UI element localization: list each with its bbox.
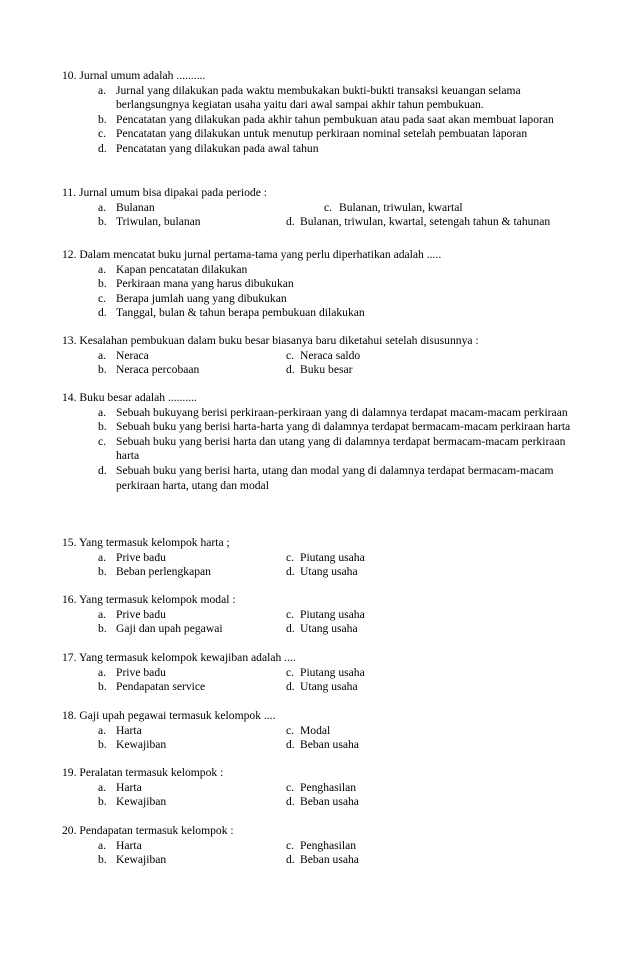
option-c: c. Pencatatan yang dilakukan untuk menutup perkiraan nominal setelah pembuatan laporan bbox=[98, 127, 528, 141]
question-stem: 20. Pendapatan termasuk kelompok : bbox=[62, 824, 234, 837]
option-row-2 bbox=[62, 622, 582, 637]
option-c: c. Berapa jumlah uang yang dibukukan bbox=[98, 291, 287, 305]
option-row-2 bbox=[62, 795, 582, 810]
option-c-letter: c. bbox=[286, 838, 295, 852]
question-stem: 17. Yang termasuk kelompok kewajiban adalah .... bbox=[62, 651, 296, 664]
option-row-2 bbox=[62, 565, 582, 580]
option-d-letter: d. bbox=[286, 853, 295, 867]
option-row-1 bbox=[62, 781, 582, 796]
question-stem: 15. Yang termasuk kelompok harta ; bbox=[62, 536, 230, 549]
question-10 bbox=[62, 69, 582, 157]
option-b: b. Perkiraan mana yang harus dibukukan bbox=[98, 277, 294, 291]
option-row-1 bbox=[62, 608, 582, 623]
question-19 bbox=[62, 766, 582, 810]
question-stem: 10. Jurnal umum adalah .......... bbox=[62, 69, 206, 82]
question-stem: 13. Kesalahan pembukuan dalam buku besar biasanya baru diketahui setelah disusunnya : bbox=[62, 334, 479, 347]
option-a-text: Harta bbox=[116, 780, 142, 794]
option-c-letter: c. bbox=[286, 607, 295, 621]
option-c-text: Penghasilan bbox=[300, 780, 357, 794]
option-c-letter: c. bbox=[286, 665, 295, 679]
option-row-2 bbox=[62, 738, 582, 753]
option-a-text: Bulanan bbox=[116, 200, 155, 214]
option-row-1 bbox=[62, 724, 582, 739]
option-d: d. Pencatatan yang dilakukan pada awal tahun bbox=[98, 141, 319, 155]
option-row-2 bbox=[62, 363, 582, 378]
option-a-letter: a. bbox=[98, 607, 107, 621]
option-b-text: Pendapatan service bbox=[116, 680, 206, 694]
option-a: a. Sebuah bukuyang berisi perkiraan-perkiraan yang di dalamnya terdapat macam-macam perkiraan bbox=[98, 405, 568, 419]
option-c-letter: c. bbox=[324, 200, 333, 214]
option-d-letter: d. bbox=[286, 680, 295, 694]
question-stem: 12. Dalam mencatat buku jurnal pertama-tama yang perlu diperhatikan adalah ..... bbox=[62, 248, 442, 261]
option-d-text: Utang usaha bbox=[300, 622, 358, 636]
option-d-text: Beban usaha bbox=[300, 795, 359, 809]
option-d-letter: d. bbox=[286, 622, 295, 636]
option-b-letter: b. bbox=[98, 795, 107, 809]
option-row-1 bbox=[62, 551, 582, 566]
question-stem: 14. Buku besar adalah .......... bbox=[62, 391, 197, 404]
option-a-text: Neraca bbox=[116, 348, 149, 362]
option-d-letter: d. bbox=[286, 215, 295, 229]
option-b-text: Kewajiban bbox=[116, 795, 167, 809]
question-stem: 18. Gaji upah pegawai termasuk kelompok .... bbox=[62, 709, 276, 722]
option-a-text: Prive badu bbox=[116, 550, 166, 564]
question-15 bbox=[62, 536, 582, 580]
option-c-text: Piutang usaha bbox=[300, 665, 365, 679]
option-b-letter: b. bbox=[98, 680, 107, 694]
option-b-text: Kewajiban bbox=[116, 853, 167, 867]
option-d-text: Beban usaha bbox=[300, 738, 359, 752]
option-b-text: Beban perlengkapan bbox=[116, 565, 211, 579]
question-stem: 16. Yang termasuk kelompok modal : bbox=[62, 593, 236, 606]
option-c-letter: c. bbox=[286, 780, 295, 794]
option-a-letter: a. bbox=[98, 665, 107, 679]
option-row-1 bbox=[62, 666, 582, 681]
option-row-2 bbox=[62, 680, 582, 695]
option-b-letter: b. bbox=[98, 215, 107, 229]
option-a: a. Kapan pencatatan dilakukan bbox=[98, 262, 248, 276]
option-b-letter: b. bbox=[98, 622, 107, 636]
option-c-text: Bulanan, triwulan, kwartal bbox=[339, 200, 463, 214]
option-b-text: Gaji dan upah pegawai bbox=[116, 622, 223, 636]
option-a-letter: a. bbox=[98, 550, 107, 564]
option-c-text: Modal bbox=[300, 723, 331, 737]
option-d-letter: d. bbox=[286, 738, 295, 752]
option-b-letter: b. bbox=[98, 565, 107, 579]
option-c-text: Piutang usaha bbox=[300, 550, 365, 564]
option-b-text: Neraca percobaan bbox=[116, 363, 200, 377]
question-17 bbox=[62, 651, 582, 695]
option-d-text: Beban usaha bbox=[300, 853, 359, 867]
option-row-2 bbox=[62, 215, 582, 230]
option-a-letter: a. bbox=[98, 723, 107, 737]
option-a-letter: a. bbox=[98, 348, 107, 362]
option-c-letter: c. bbox=[286, 723, 295, 737]
option-b: b. Pencatatan yang dilakukan pada akhir tahun pembukuan atau pada saat akan membuat laporan bbox=[98, 112, 554, 126]
option-a-letter: a. bbox=[98, 780, 107, 794]
question-14 bbox=[62, 391, 582, 493]
question-stem: 19. Peralatan termasuk kelompok : bbox=[62, 766, 224, 779]
option-d-letter: d. bbox=[286, 565, 295, 579]
option-a-letter: a. bbox=[98, 838, 107, 852]
option-row-1 bbox=[62, 201, 582, 216]
question-12 bbox=[62, 248, 582, 321]
option-b-letter: b. bbox=[98, 363, 107, 377]
question-11 bbox=[62, 186, 582, 230]
option-d-letter: d. bbox=[286, 795, 295, 809]
option-a-text: Prive badu bbox=[116, 607, 166, 621]
option-row-2 bbox=[62, 853, 582, 868]
option-c-text: Penghasilan bbox=[300, 838, 357, 852]
option-b: b. Sebuah buku yang berisi harta-harta yang di dalamnya terdapat bermacam-macam perkiraan harta bbox=[98, 420, 571, 434]
option-a: a. Jurnal yang dilakukan pada waktu membukakan bukti-bukti transaksi keuangan selama berlangsungnya kegiatan usaha yaitu dari awal sampai akhir tahun pembukuan. bbox=[98, 83, 521, 112]
option-d-text: Utang usaha bbox=[300, 565, 358, 579]
question-stem: 11. Jurnal umum bisa dipakai pada periode : bbox=[62, 186, 267, 199]
question-20 bbox=[62, 824, 582, 868]
option-c-text: Piutang usaha bbox=[300, 607, 365, 621]
option-b-letter: b. bbox=[98, 853, 107, 867]
option-a-text: Harta bbox=[116, 838, 142, 852]
option-a-text: Harta bbox=[116, 723, 142, 737]
option-a-text: Prive badu bbox=[116, 665, 166, 679]
option-d-text: Bulanan, triwulan, kwartal, setengah tahun & tahunan bbox=[300, 215, 551, 229]
question-18 bbox=[62, 709, 582, 753]
option-d-letter: d. bbox=[286, 363, 295, 377]
option-b-text: Triwulan, bulanan bbox=[116, 215, 201, 229]
option-b-letter: b. bbox=[98, 738, 107, 752]
option-b-text: Kewajiban bbox=[116, 738, 167, 752]
option-d: d. Sebuah buku yang berisi harta, utang dan modal yang di dalamnya terdapat bermacam-macam perkiraan harta, utang dan modal bbox=[98, 463, 554, 492]
option-row-1 bbox=[62, 839, 582, 854]
option-d-text: Buku besar bbox=[300, 363, 353, 377]
option-d: d. Tanggal, bulan & tahun berapa pembukuan dilakukan bbox=[98, 306, 365, 320]
option-c: c. Sebuah buku yang berisi harta dan utang yang di dalamnya terdapat bermacam-macam perkiraan harta bbox=[98, 434, 566, 463]
option-c-text: Neraca saldo bbox=[300, 348, 361, 362]
option-c-letter: c. bbox=[286, 550, 295, 564]
option-row-1 bbox=[62, 349, 582, 364]
option-a-letter: a. bbox=[98, 200, 107, 214]
option-c-letter: c. bbox=[286, 348, 295, 362]
question-16 bbox=[62, 593, 582, 637]
question-13 bbox=[62, 334, 582, 378]
option-d-text: Utang usaha bbox=[300, 680, 358, 694]
